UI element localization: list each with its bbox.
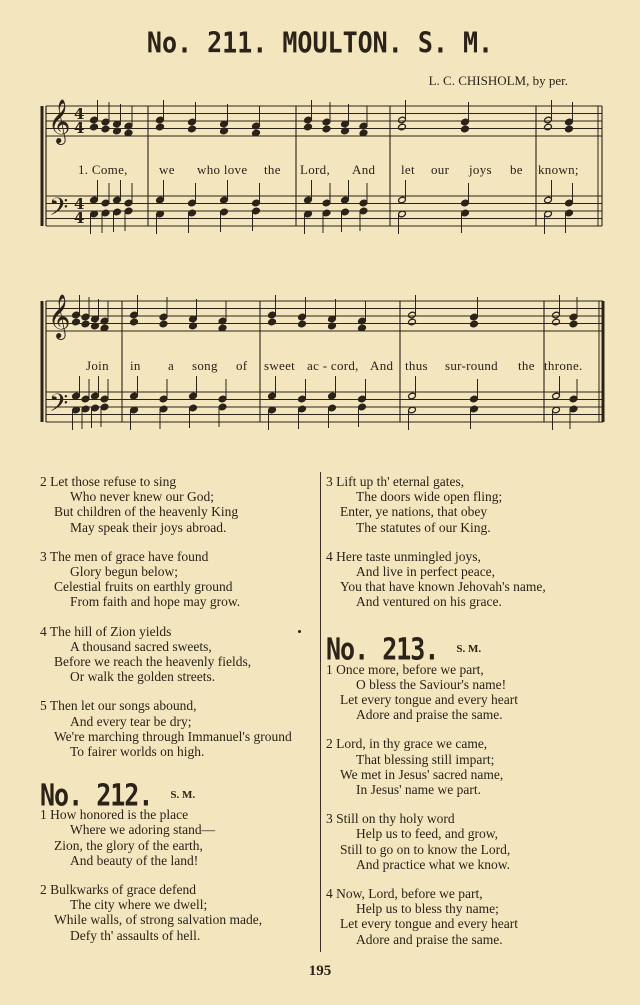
lyric-word: the bbox=[518, 358, 535, 373]
verse-line: 1 Once more, before we part, bbox=[326, 661, 484, 677]
verse-line: Or walk the golden streets. bbox=[70, 669, 216, 685]
verse-line: The statutes of our King. bbox=[356, 519, 491, 535]
lyric-word: joys bbox=[469, 162, 492, 177]
verse-line: And beauty of the land! bbox=[70, 852, 199, 868]
hymn-213-meter: S. M. bbox=[456, 643, 482, 656]
hymn-212-verses bbox=[40, 807, 316, 943]
lyric-word: the bbox=[264, 162, 281, 177]
quarter-note bbox=[569, 320, 578, 328]
lyric-word: of bbox=[236, 358, 248, 373]
verse-line: 1 How honored is the place bbox=[40, 807, 189, 823]
hymn-213-number: No. 213. bbox=[326, 632, 439, 668]
quarter-note bbox=[565, 125, 574, 133]
verse-line: 3 Still on thy holy word bbox=[326, 811, 455, 827]
lyric-word: throne. bbox=[544, 358, 583, 373]
right-column bbox=[326, 474, 626, 961]
lyric-word: in bbox=[130, 358, 141, 373]
verse-line: 2 Lord, in thy grace we came, bbox=[326, 736, 488, 752]
hymn-211-verses-left bbox=[40, 474, 316, 759]
lyric-word: ac - cord, bbox=[307, 358, 359, 373]
verse-line: 3 Lift up th' eternal gates, bbox=[326, 474, 465, 489]
hymn-212-number: No. 212. bbox=[40, 778, 153, 813]
left-column bbox=[40, 474, 316, 957]
bass-clef: 𝄢 bbox=[49, 193, 69, 228]
quarter-note bbox=[470, 320, 479, 328]
hymn-211-verses-right bbox=[326, 474, 626, 610]
quarter-note bbox=[130, 318, 139, 326]
lyric-word: sweet bbox=[264, 358, 296, 373]
verse-line: 5 Then let our songs abound, bbox=[40, 698, 197, 714]
lyric-word: our bbox=[431, 162, 450, 177]
verse-line: Still to go on to know the Lord, bbox=[340, 841, 511, 857]
verse bbox=[40, 882, 316, 943]
verse bbox=[40, 474, 316, 535]
hymn-212-meter: S. M. bbox=[170, 789, 196, 802]
verse bbox=[40, 549, 316, 610]
verse-line: And live in perfect peace, bbox=[356, 564, 496, 580]
verse bbox=[40, 624, 316, 685]
half-note bbox=[408, 318, 417, 326]
verse-line: 4 The hill of Zion yields bbox=[40, 623, 172, 639]
verse bbox=[326, 811, 626, 872]
verse-line: Let every tongue and every heart bbox=[340, 916, 519, 932]
verse-line: Who never knew our God; bbox=[70, 489, 214, 505]
verse-line: You that have known Jehovah's name, bbox=[340, 579, 546, 595]
verse-line: To fairer worlds on high. bbox=[70, 744, 205, 760]
lyric-word: And bbox=[370, 358, 394, 373]
time-signature: 4 bbox=[74, 195, 85, 213]
verse-line: We're marching through Immanuel's ground bbox=[54, 728, 292, 744]
column-divider bbox=[320, 472, 321, 952]
verse-line: 4 Here taste unmingled joys, bbox=[326, 548, 481, 564]
treble-clef: 𝄞 bbox=[48, 294, 71, 338]
bass-clef: 𝄢 bbox=[49, 389, 69, 424]
lyric-word: thus bbox=[405, 358, 428, 373]
lyric-word: Lord, bbox=[300, 162, 331, 177]
treble-clef: 𝄞 bbox=[48, 99, 71, 143]
composer-credit: L. C. CHISHOLM, by per. bbox=[428, 73, 568, 88]
verse bbox=[326, 736, 626, 797]
verse-line: In Jesus' name we part. bbox=[356, 782, 482, 798]
verse-line: Defy th' assaults of hell. bbox=[70, 927, 201, 943]
verse-line: Enter, ye nations, that obey bbox=[340, 504, 488, 520]
verse-line: Adore and praise the same. bbox=[356, 707, 503, 723]
verse-line: May speak their joys abroad. bbox=[70, 519, 227, 535]
quarter-note bbox=[268, 318, 277, 326]
time-signature: 4 bbox=[74, 105, 85, 123]
lyric-word: we bbox=[159, 162, 175, 177]
lyric-word: And bbox=[352, 162, 376, 177]
lyric-word: 1. Come, bbox=[78, 162, 128, 177]
verse-line: O bless the Saviour's name! bbox=[356, 676, 507, 692]
time-signature: 4 bbox=[74, 209, 85, 227]
lyric-word: Join bbox=[86, 358, 109, 373]
quarter-note bbox=[322, 125, 331, 133]
verse-line: The city where we dwell; bbox=[70, 897, 208, 913]
quarter-note bbox=[298, 320, 307, 328]
verse bbox=[326, 886, 626, 947]
verse-line: And ventured on his grace. bbox=[356, 594, 502, 610]
verse bbox=[326, 474, 626, 535]
quarter-note bbox=[188, 125, 197, 133]
time-signature: 4 bbox=[74, 119, 85, 137]
verse-line: Let every tongue and every heart bbox=[340, 692, 519, 708]
lyric-word: who love bbox=[197, 162, 248, 177]
hymn-213-verses bbox=[326, 662, 626, 947]
half-note bbox=[544, 123, 553, 131]
lyric-word: song bbox=[192, 358, 218, 373]
quarter-note bbox=[156, 123, 165, 131]
quarter-note bbox=[72, 318, 81, 326]
verse bbox=[40, 698, 316, 759]
verse-line: Celestial fruits on earthly ground bbox=[54, 579, 233, 595]
verse-line: But children of the heavenly King bbox=[54, 504, 239, 520]
verse-line: We met in Jesus' sacred name, bbox=[340, 766, 504, 782]
verse-line: Glory begun below; bbox=[70, 564, 178, 580]
verse-line: 3 The men of grace have found bbox=[40, 548, 209, 564]
half-note bbox=[398, 123, 407, 131]
verse-line: Help us to feed, and grow, bbox=[356, 826, 498, 842]
lyric-word: a bbox=[168, 358, 175, 373]
hymn-211-title: No. 211. MOULTON. S. M. bbox=[146, 25, 494, 60]
verse-line: 2 Let those refuse to sing bbox=[40, 474, 177, 489]
half-note bbox=[552, 318, 561, 326]
verse-line: And every tear be dry; bbox=[70, 713, 192, 729]
verse-line: 4 Now, Lord, before we part, bbox=[326, 886, 483, 902]
music-score bbox=[0, 0, 640, 440]
verse-line: That blessing still impart; bbox=[356, 751, 495, 767]
verse-line: The doors wide open fling; bbox=[356, 489, 503, 505]
verse bbox=[40, 807, 316, 868]
verse-line: Where we adoring stand— bbox=[70, 822, 216, 838]
quarter-note bbox=[159, 320, 168, 328]
page-number: 195 bbox=[308, 963, 332, 979]
verse bbox=[326, 549, 626, 610]
lyric-word: known; bbox=[538, 162, 579, 177]
verse-line: Zion, the glory of the earth, bbox=[54, 837, 203, 853]
lyric-word: let bbox=[401, 162, 415, 177]
verse-line: While walls, of strong salvation made, bbox=[54, 912, 263, 928]
quarter-note bbox=[81, 320, 90, 328]
quarter-note bbox=[101, 125, 110, 133]
lyric-word: sur-round bbox=[445, 358, 498, 373]
verse-line: Help us to bless thy name; bbox=[356, 901, 499, 917]
verse-line: A thousand sacred sweets, bbox=[70, 638, 212, 654]
quarter-note bbox=[461, 125, 470, 133]
quarter-note bbox=[90, 123, 99, 131]
hymn-213-header bbox=[326, 624, 626, 668]
verse-line: And practice what we know. bbox=[356, 856, 510, 872]
verse-line: 2 Bulkwarks of grace defend bbox=[40, 882, 196, 898]
quarter-note bbox=[304, 123, 313, 131]
verse bbox=[326, 662, 626, 723]
hymn-212-header bbox=[40, 769, 316, 813]
lyric-word: be bbox=[510, 162, 523, 177]
verse-line: From faith and hope may grow. bbox=[70, 594, 241, 610]
verse-line: Before we reach the heavenly fields, bbox=[54, 654, 252, 670]
verse-line: Adore and praise the same. bbox=[356, 931, 503, 947]
